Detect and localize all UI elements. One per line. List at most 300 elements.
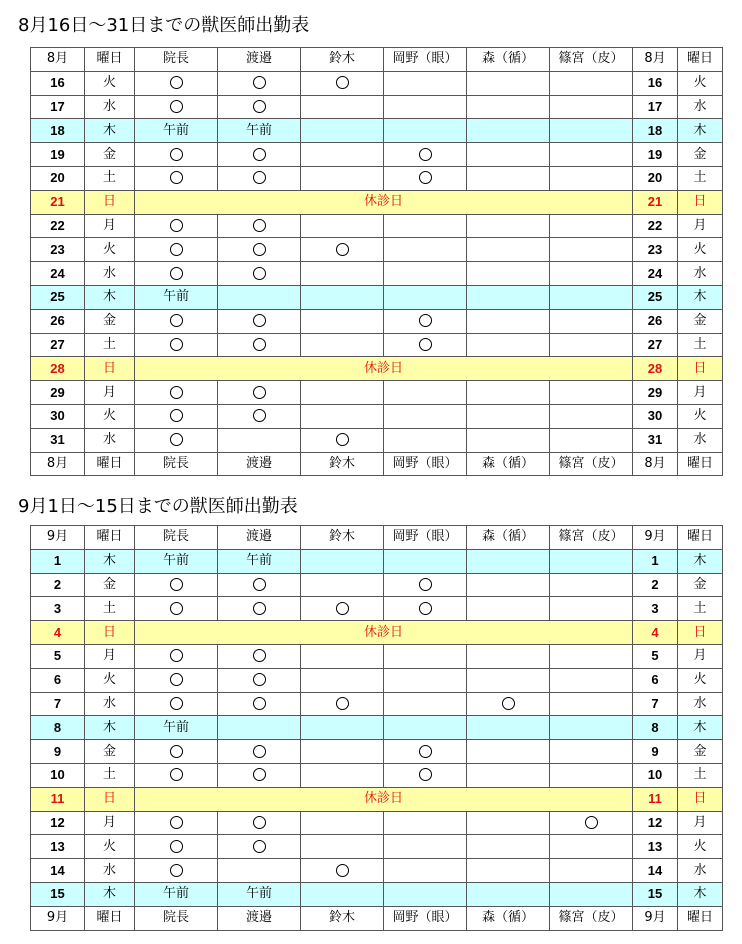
day-cell: 12 xyxy=(31,811,85,835)
weekday-cell: 木 xyxy=(85,119,135,143)
shift-cell xyxy=(384,119,467,143)
shift-cell xyxy=(301,404,384,428)
attendance-mark xyxy=(253,243,266,256)
shift-cell xyxy=(301,692,384,716)
shift-cell xyxy=(467,763,550,787)
shift-cell xyxy=(550,811,633,835)
day-cell-right: 5 xyxy=(633,644,678,668)
shift-cell xyxy=(467,716,550,740)
day-cell-right: 11 xyxy=(633,787,678,811)
shift-cell xyxy=(301,214,384,238)
attendance-mark xyxy=(253,267,266,280)
table-row xyxy=(31,716,723,740)
table-row xyxy=(31,428,723,452)
header-cell: 渡邉 xyxy=(218,906,301,930)
shift-cell xyxy=(218,763,301,787)
attendance-mark xyxy=(419,602,432,615)
weekday-cell-right: 火 xyxy=(678,835,723,859)
day-cell-right: 6 xyxy=(633,668,678,692)
shift-cell xyxy=(550,95,633,119)
title-september: 9月1日〜15日までの獣医師出勤表 xyxy=(18,496,298,517)
header-cell: 森（循） xyxy=(467,48,550,72)
day-cell: 1 xyxy=(31,549,85,573)
day-cell: 26 xyxy=(31,309,85,333)
shift-cell xyxy=(467,214,550,238)
weekday-cell: 水 xyxy=(85,859,135,883)
shift-cell xyxy=(218,859,301,883)
attendance-mark xyxy=(170,602,183,615)
table-row xyxy=(31,71,723,95)
weekday-cell: 月 xyxy=(85,644,135,668)
shift-cell xyxy=(135,859,218,883)
attendance-mark xyxy=(336,697,349,710)
header-cell: 曜日 xyxy=(85,452,135,476)
day-cell: 28 xyxy=(31,357,85,381)
day-cell-right: 4 xyxy=(633,621,678,645)
header-cell: 渡邉 xyxy=(218,526,301,550)
shift-cell xyxy=(467,597,550,621)
weekday-cell-right: 木 xyxy=(678,549,723,573)
shift-cell xyxy=(301,716,384,740)
day-cell-right: 9 xyxy=(633,740,678,764)
shift-cell xyxy=(384,811,467,835)
shift-cell xyxy=(301,285,384,309)
table-row xyxy=(31,357,723,381)
header-cell: 9月 xyxy=(633,526,678,550)
attendance-mark xyxy=(170,409,183,422)
shift-cell xyxy=(301,238,384,262)
day-cell-right: 20 xyxy=(633,166,678,190)
attendance-mark xyxy=(253,148,266,161)
attendance-mark xyxy=(419,171,432,184)
shift-cell xyxy=(135,763,218,787)
weekday-cell-right: 水 xyxy=(678,859,723,883)
shift-cell xyxy=(550,404,633,428)
weekday-cell: 火 xyxy=(85,71,135,95)
weekday-cell-right: 月 xyxy=(678,811,723,835)
weekday-cell: 土 xyxy=(85,166,135,190)
weekday-cell-right: 月 xyxy=(678,214,723,238)
shift-cell xyxy=(467,835,550,859)
day-cell: 2 xyxy=(31,573,85,597)
shift-cell xyxy=(301,333,384,357)
shift-cell xyxy=(218,644,301,668)
shift-cell xyxy=(550,573,633,597)
attendance-mark xyxy=(170,219,183,232)
shift-cell xyxy=(218,716,301,740)
shift-cell xyxy=(550,381,633,405)
shift-cell xyxy=(550,71,633,95)
attendance-mark xyxy=(170,100,183,113)
attendance-mark xyxy=(585,816,598,829)
attendance-mark xyxy=(253,100,266,113)
weekday-cell: 金 xyxy=(85,740,135,764)
table-row xyxy=(31,119,723,143)
header-cell: 院長 xyxy=(135,452,218,476)
shift-cell xyxy=(467,238,550,262)
shift-cell xyxy=(218,71,301,95)
weekday-cell: 水 xyxy=(85,692,135,716)
shift-cell xyxy=(467,882,550,906)
weekday-cell: 月 xyxy=(85,381,135,405)
table-row xyxy=(31,835,723,859)
attendance-mark xyxy=(170,76,183,89)
shift-cell xyxy=(384,668,467,692)
shift-cell xyxy=(301,882,384,906)
attendance-mark xyxy=(170,745,183,758)
table-row xyxy=(31,309,723,333)
shift-cell xyxy=(135,692,218,716)
attendance-mark xyxy=(419,745,432,758)
shift-cell xyxy=(218,573,301,597)
shift-cell xyxy=(301,71,384,95)
weekday-cell: 木 xyxy=(85,285,135,309)
attendance-mark xyxy=(253,816,266,829)
weekday-cell-right: 日 xyxy=(678,357,723,381)
header-cell: 岡野（眼） xyxy=(384,526,467,550)
weekday-cell: 月 xyxy=(85,811,135,835)
shift-cell xyxy=(301,835,384,859)
shift-cell xyxy=(384,763,467,787)
shift-cell xyxy=(467,428,550,452)
table-row xyxy=(31,859,723,883)
header-cell: 渡邉 xyxy=(218,452,301,476)
shift-cell xyxy=(218,238,301,262)
shift-cell xyxy=(467,309,550,333)
attendance-mark xyxy=(170,243,183,256)
shift-cell xyxy=(467,95,550,119)
shift-cell xyxy=(467,333,550,357)
weekday-cell-right: 月 xyxy=(678,381,723,405)
day-cell-right: 7 xyxy=(633,692,678,716)
shift-cell xyxy=(135,71,218,95)
weekday-cell: 日 xyxy=(85,621,135,645)
shift-cell: 午前 xyxy=(135,716,218,740)
weekday-cell-right: 金 xyxy=(678,143,723,167)
weekday-cell: 月 xyxy=(85,214,135,238)
header-cell: 院長 xyxy=(135,906,218,930)
header-cell: 曜日 xyxy=(678,526,723,550)
shift-cell: 午前 xyxy=(218,549,301,573)
shift-cell xyxy=(550,119,633,143)
shift-cell xyxy=(550,882,633,906)
day-cell-right: 23 xyxy=(633,238,678,262)
table-row xyxy=(31,787,723,811)
shift-cell xyxy=(384,597,467,621)
header-cell: 曜日 xyxy=(85,48,135,72)
table-row xyxy=(31,740,723,764)
weekday-cell-right: 金 xyxy=(678,309,723,333)
weekday-cell-right: 日 xyxy=(678,621,723,645)
attendance-mark xyxy=(170,673,183,686)
shift-cell xyxy=(218,333,301,357)
shift-cell xyxy=(467,166,550,190)
header-cell: 森（循） xyxy=(467,906,550,930)
shift-cell xyxy=(218,740,301,764)
day-cell: 6 xyxy=(31,668,85,692)
attendance-mark xyxy=(170,433,183,446)
header-cell: 森（循） xyxy=(467,526,550,550)
header-cell: 鈴木 xyxy=(301,48,384,72)
shift-cell xyxy=(135,309,218,333)
shift-cell xyxy=(301,597,384,621)
attendance-mark xyxy=(336,243,349,256)
table-row xyxy=(31,404,723,428)
day-cell: 15 xyxy=(31,882,85,906)
shift-cell xyxy=(384,309,467,333)
header-cell: 鈴木 xyxy=(301,526,384,550)
attendance-mark xyxy=(253,409,266,422)
header-cell: 鈴木 xyxy=(301,452,384,476)
table-row xyxy=(31,882,723,906)
weekday-cell-right: 火 xyxy=(678,668,723,692)
shift-cell xyxy=(301,381,384,405)
shift-cell xyxy=(550,333,633,357)
shift-cell xyxy=(218,262,301,286)
header-cell: 篠宮（皮） xyxy=(550,48,633,72)
header-row-bottom xyxy=(31,452,723,476)
day-cell-right: 12 xyxy=(633,811,678,835)
shift-cell xyxy=(550,309,633,333)
attendance-mark xyxy=(170,314,183,327)
header-cell: 8月 xyxy=(31,48,85,72)
shift-cell xyxy=(301,740,384,764)
shift-cell xyxy=(550,597,633,621)
day-cell: 4 xyxy=(31,621,85,645)
attendance-mark xyxy=(253,840,266,853)
shift-cell xyxy=(550,835,633,859)
shift-cell xyxy=(301,644,384,668)
shift-cell xyxy=(384,166,467,190)
day-cell-right: 28 xyxy=(633,357,678,381)
shift-cell xyxy=(218,381,301,405)
day-cell: 22 xyxy=(31,214,85,238)
day-cell-right: 21 xyxy=(633,190,678,214)
weekday-cell-right: 木 xyxy=(678,285,723,309)
weekday-cell: 日 xyxy=(85,190,135,214)
weekday-cell: 木 xyxy=(85,549,135,573)
shift-cell: 午前 xyxy=(218,119,301,143)
shift-cell xyxy=(467,549,550,573)
header-cell: 森（循） xyxy=(467,452,550,476)
shift-cell xyxy=(218,214,301,238)
shift-cell xyxy=(467,71,550,95)
header-row-top xyxy=(31,48,723,72)
day-cell: 24 xyxy=(31,262,85,286)
shift-cell xyxy=(467,811,550,835)
weekday-cell: 土 xyxy=(85,597,135,621)
shift-cell xyxy=(384,644,467,668)
shift-cell xyxy=(301,859,384,883)
weekday-cell-right: 木 xyxy=(678,716,723,740)
day-cell: 17 xyxy=(31,95,85,119)
attendance-mark xyxy=(170,148,183,161)
shift-cell xyxy=(384,333,467,357)
weekday-cell: 火 xyxy=(85,668,135,692)
shift-cell xyxy=(218,404,301,428)
closed-cell: 休診日 xyxy=(135,357,633,381)
day-cell: 14 xyxy=(31,859,85,883)
shift-cell xyxy=(550,285,633,309)
weekday-cell: 火 xyxy=(85,238,135,262)
header-cell: 篠宮（皮） xyxy=(550,452,633,476)
shift-cell xyxy=(384,214,467,238)
shift-cell xyxy=(301,668,384,692)
shift-cell xyxy=(384,692,467,716)
header-cell: 院長 xyxy=(135,48,218,72)
attendance-mark xyxy=(253,171,266,184)
header-row-bottom xyxy=(31,906,723,930)
weekday-cell: 水 xyxy=(85,262,135,286)
shift-cell xyxy=(135,428,218,452)
shift-cell xyxy=(218,143,301,167)
header-cell: 9月 xyxy=(633,906,678,930)
table-row xyxy=(31,549,723,573)
shift-cell xyxy=(467,404,550,428)
header-cell: 曜日 xyxy=(678,48,723,72)
attendance-mark xyxy=(170,386,183,399)
weekday-cell-right: 土 xyxy=(678,763,723,787)
day-cell-right: 14 xyxy=(633,859,678,883)
day-cell: 30 xyxy=(31,404,85,428)
shift-cell xyxy=(135,811,218,835)
attendance-mark xyxy=(419,148,432,161)
shift-cell xyxy=(550,859,633,883)
table-row xyxy=(31,692,723,716)
shift-cell xyxy=(550,763,633,787)
day-cell: 18 xyxy=(31,119,85,143)
shift-cell xyxy=(135,381,218,405)
day-cell: 21 xyxy=(31,190,85,214)
attendance-mark xyxy=(253,219,266,232)
table-row xyxy=(31,214,723,238)
day-cell: 23 xyxy=(31,238,85,262)
header-cell: 渡邉 xyxy=(218,48,301,72)
weekday-cell-right: 土 xyxy=(678,166,723,190)
header-cell: 篠宮（皮） xyxy=(550,906,633,930)
attendance-mark xyxy=(336,433,349,446)
shift-cell xyxy=(550,143,633,167)
weekday-cell-right: 金 xyxy=(678,573,723,597)
weekday-cell-right: 水 xyxy=(678,262,723,286)
attendance-mark xyxy=(419,314,432,327)
shift-cell xyxy=(135,333,218,357)
shift-cell xyxy=(301,309,384,333)
weekday-cell-right: 日 xyxy=(678,787,723,811)
shift-cell xyxy=(384,285,467,309)
weekday-cell: 土 xyxy=(85,333,135,357)
shift-cell xyxy=(550,740,633,764)
attendance-mark xyxy=(253,76,266,89)
attendance-mark xyxy=(170,578,183,591)
shift-cell xyxy=(301,166,384,190)
attendance-mark xyxy=(253,745,266,758)
shift-cell xyxy=(467,644,550,668)
header-cell: 院長 xyxy=(135,526,218,550)
table-row xyxy=(31,285,723,309)
shift-cell xyxy=(384,835,467,859)
shift-cell xyxy=(135,95,218,119)
weekday-cell-right: 木 xyxy=(678,119,723,143)
weekday-cell: 火 xyxy=(85,835,135,859)
shift-cell xyxy=(218,428,301,452)
day-cell: 16 xyxy=(31,71,85,95)
shift-cell xyxy=(550,644,633,668)
shift-cell xyxy=(301,428,384,452)
header-cell: 岡野（眼） xyxy=(384,48,467,72)
day-cell-right: 22 xyxy=(633,214,678,238)
table-row xyxy=(31,763,723,787)
shift-cell xyxy=(384,882,467,906)
header-row-top xyxy=(31,526,723,550)
table-row xyxy=(31,621,723,645)
day-cell-right: 31 xyxy=(633,428,678,452)
header-cell: 8月 xyxy=(633,48,678,72)
table-row xyxy=(31,95,723,119)
shift-cell xyxy=(218,668,301,692)
day-cell: 9 xyxy=(31,740,85,764)
weekday-cell: 金 xyxy=(85,573,135,597)
weekday-cell-right: 月 xyxy=(678,644,723,668)
shift-cell xyxy=(384,381,467,405)
day-cell: 5 xyxy=(31,644,85,668)
shift-cell xyxy=(550,262,633,286)
day-cell: 7 xyxy=(31,692,85,716)
attendance-mark xyxy=(419,578,432,591)
table-row xyxy=(31,381,723,405)
day-cell-right: 3 xyxy=(633,597,678,621)
attendance-mark xyxy=(336,76,349,89)
weekday-cell-right: 日 xyxy=(678,190,723,214)
attendance-mark xyxy=(170,697,183,710)
day-cell: 3 xyxy=(31,597,85,621)
day-cell: 13 xyxy=(31,835,85,859)
shift-cell xyxy=(384,95,467,119)
attendance-mark xyxy=(170,338,183,351)
shift-cell xyxy=(384,716,467,740)
header-cell: 岡野（眼） xyxy=(384,452,467,476)
shift-cell xyxy=(301,262,384,286)
schedule-table-august xyxy=(30,47,723,476)
header-cell: 曜日 xyxy=(85,906,135,930)
weekday-cell: 日 xyxy=(85,357,135,381)
day-cell: 10 xyxy=(31,763,85,787)
weekday-cell: 土 xyxy=(85,763,135,787)
header-cell: 篠宮（皮） xyxy=(550,526,633,550)
shift-cell xyxy=(467,859,550,883)
day-cell-right: 17 xyxy=(633,95,678,119)
day-cell-right: 1 xyxy=(633,549,678,573)
day-cell-right: 25 xyxy=(633,285,678,309)
shift-cell xyxy=(384,573,467,597)
shift-cell xyxy=(301,763,384,787)
table-row xyxy=(31,811,723,835)
closed-cell: 休診日 xyxy=(135,190,633,214)
shift-cell xyxy=(135,166,218,190)
attendance-mark xyxy=(419,338,432,351)
attendance-mark xyxy=(170,840,183,853)
header-cell: 岡野（眼） xyxy=(384,906,467,930)
table-row xyxy=(31,166,723,190)
attendance-mark xyxy=(253,602,266,615)
table-row xyxy=(31,190,723,214)
shift-cell: 午前 xyxy=(135,549,218,573)
attendance-mark xyxy=(170,267,183,280)
weekday-cell: 金 xyxy=(85,309,135,333)
shift-cell xyxy=(550,716,633,740)
header-cell: 曜日 xyxy=(678,452,723,476)
weekday-cell: 木 xyxy=(85,882,135,906)
